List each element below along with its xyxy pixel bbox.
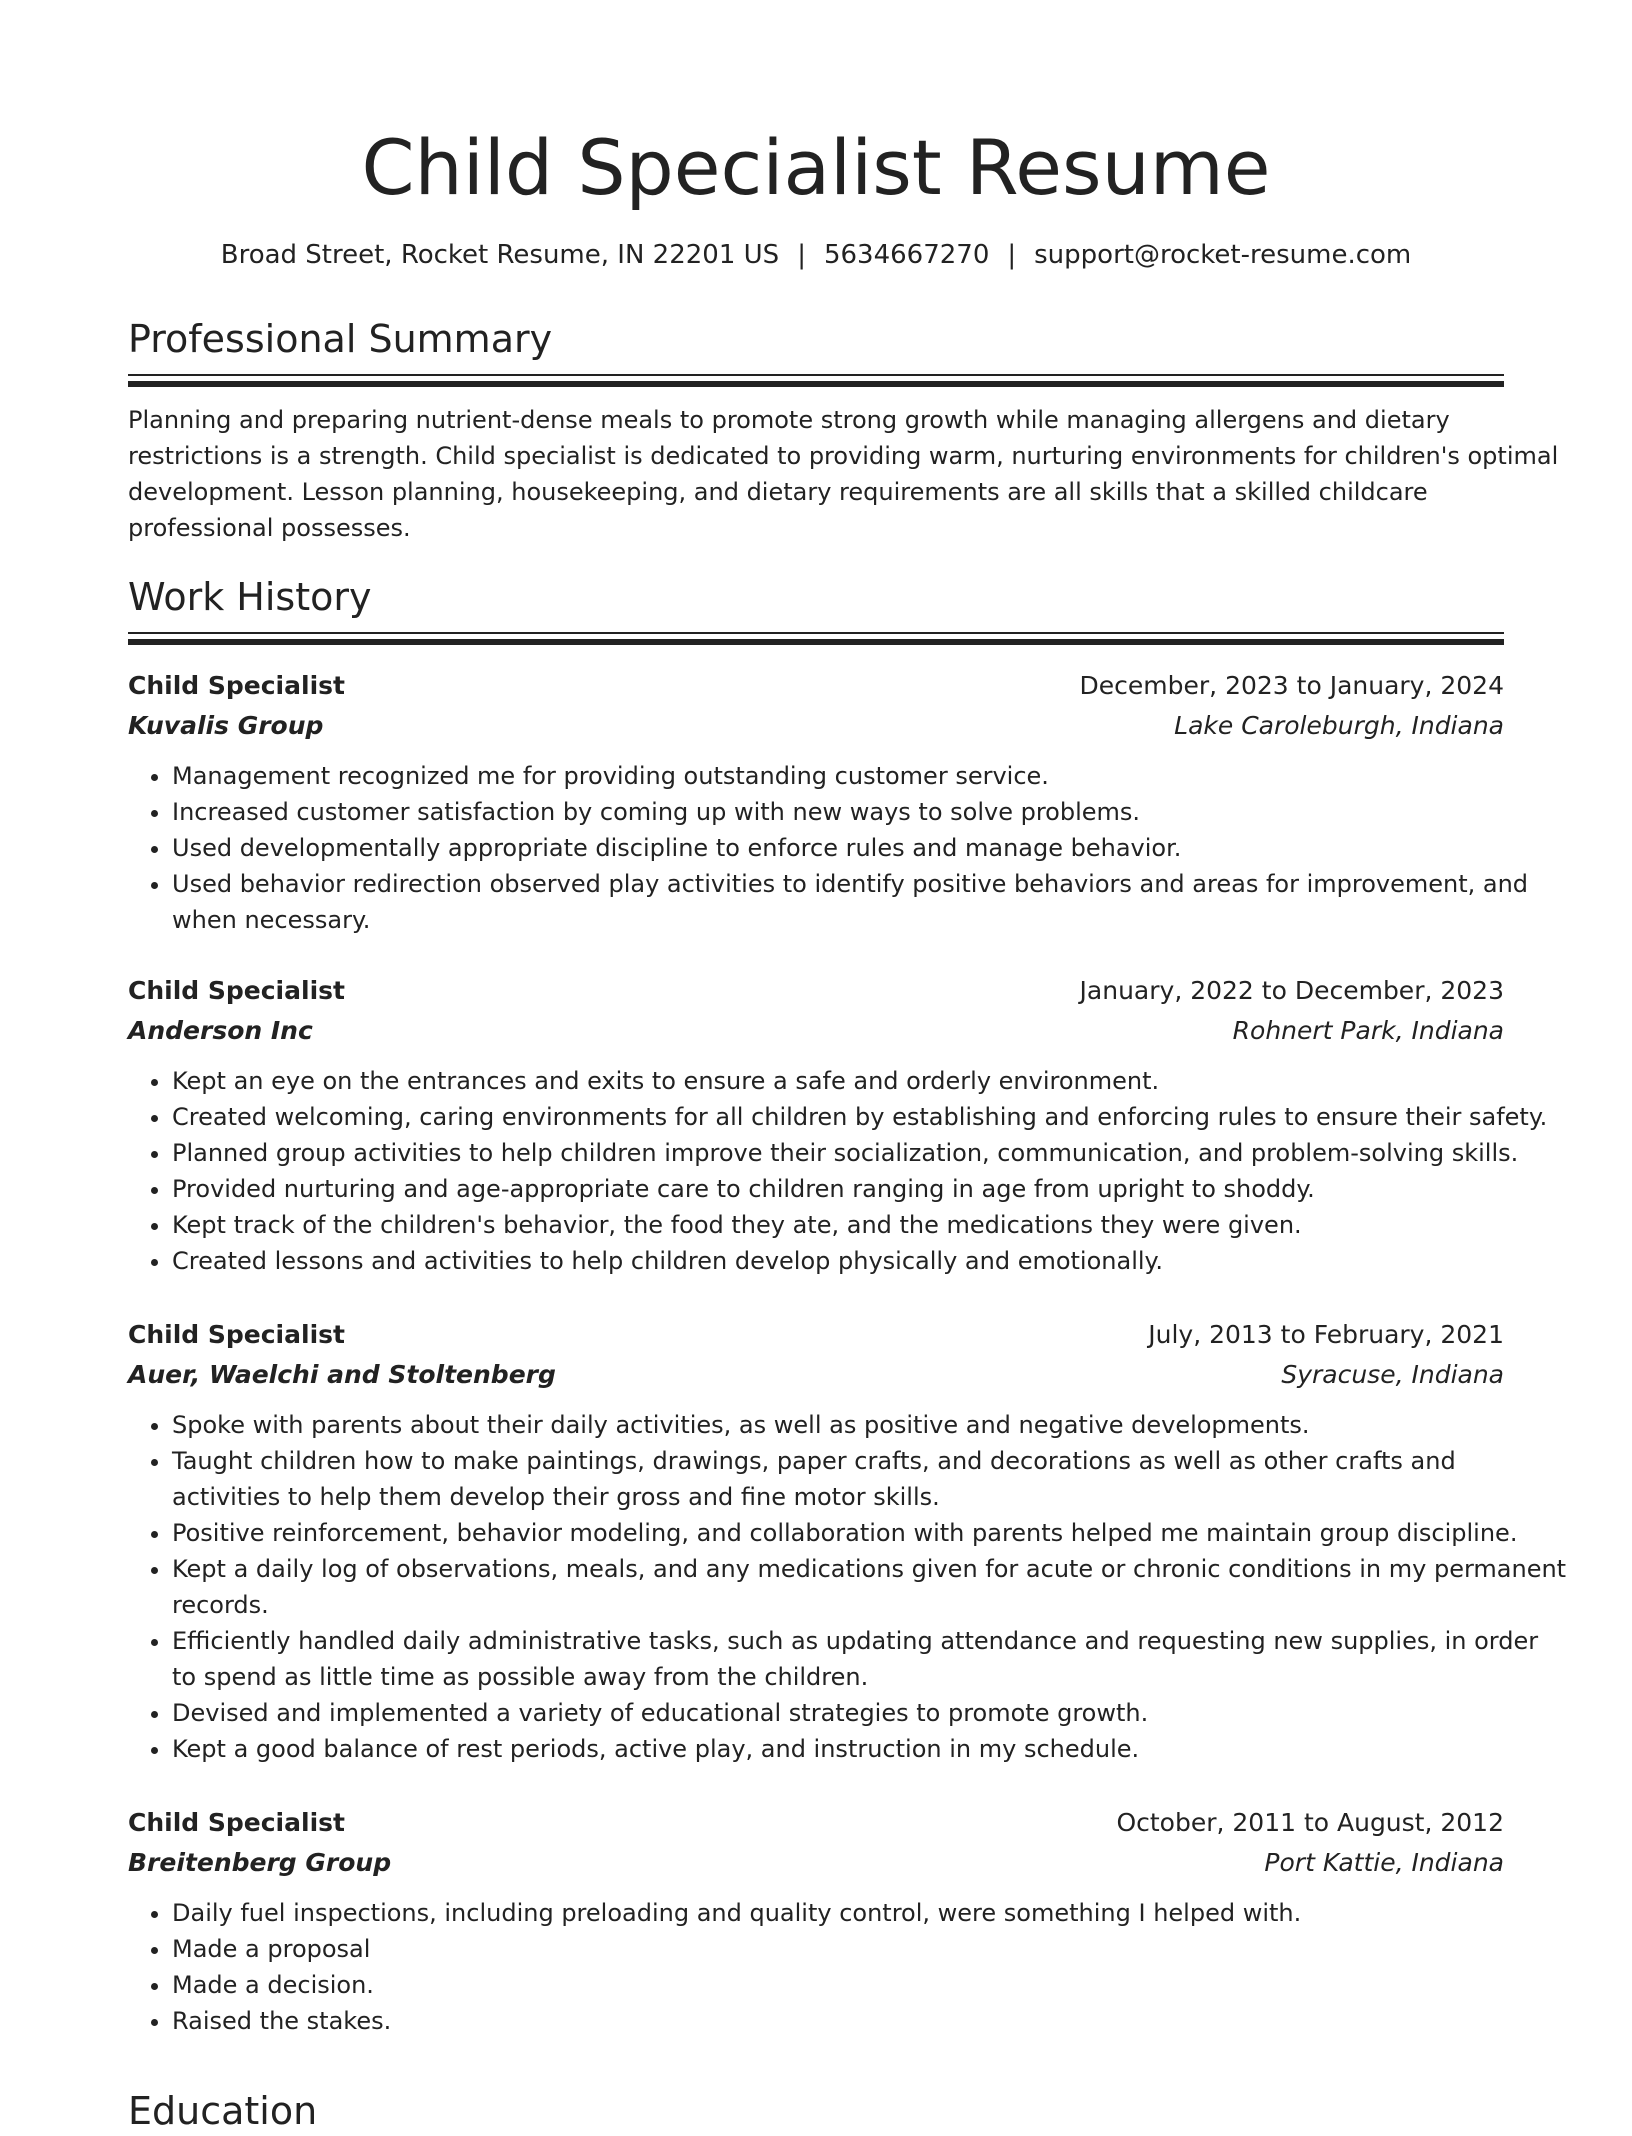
- job-bullet-text: • Made a decision.: [172, 1971, 374, 1999]
- job-entry: [128, 668, 1529, 938]
- job-bullet-text: • Kept a daily log of observations, meals, and any medications given for acute or chronic conditions in my permanent: [172, 1555, 1567, 1583]
- job-bullet-text: • Used behavior redirection observed play activities to identify positive behaviors and areas for improvement, and: [172, 870, 1529, 898]
- job-bullets: [128, 1895, 1504, 2039]
- job-dates: July, 2013 to February, 2021: [1148, 1320, 1504, 1349]
- resume-page: [128, 0, 1567, 2133]
- job-bullet-item: [172, 1967, 1504, 2003]
- job-bullet-text: • Efficiently handled daily administrative tasks, such as updating attendance and requesting new supplies, in order: [172, 1627, 1539, 1655]
- job-bullet-text: when necessary.: [172, 906, 371, 934]
- summary-line: restrictions is a strength. Child specialist is dedicated to providing warm, nurturing environments for children's optimal: [128, 442, 1559, 470]
- job-header-row: [128, 1317, 1504, 1353]
- job-bullet-item: [172, 830, 1504, 866]
- section-divider: [128, 632, 1504, 646]
- job-bullet-text: to spend as little time as possible away from the children.: [172, 1663, 869, 1691]
- summary-line: Planning and preparing nutrient-dense meals to promote strong growth while managing allergens and dietary: [128, 406, 1450, 434]
- job-title: Child Specialist: [128, 976, 345, 1005]
- job-company: Breitenberg Group: [128, 1848, 392, 1877]
- job-bullets: [128, 1063, 1548, 1279]
- job-title: Child Specialist: [128, 671, 345, 700]
- job-bullet-item: [172, 1551, 1567, 1623]
- job-bullet-text: • Kept a good balance of rest periods, active play, and instruction in my schedule.: [172, 1735, 1140, 1763]
- job-title: Child Specialist: [128, 1320, 345, 1349]
- job-bullet-item: [172, 1515, 1518, 1551]
- job-location: Port Kattie, Indiana: [1264, 1848, 1504, 1877]
- summary-text: [128, 402, 1559, 546]
- summary-line: development. Lesson planning, housekeeping, and dietary requirements are all skills that a skilled childcare: [128, 478, 1428, 506]
- job-bullet-text: • Kept track of the children's behavior, the food they ate, and the medications they were given.: [172, 1211, 1302, 1239]
- summary-line: professional possesses.: [128, 514, 411, 542]
- job-bullet-item: [172, 1731, 1504, 1767]
- job-bullet-item: [172, 758, 1504, 794]
- education-heading: Education: [128, 2089, 318, 2133]
- job-bullet-text: records.: [172, 1591, 269, 1619]
- job-entry: [128, 1317, 1567, 1767]
- job-bullet-text: • Planned group activities to help children improve their socialization, communication, and problem-solving skills.: [172, 1139, 1519, 1167]
- job-bullet-item: [172, 1135, 1519, 1171]
- job-title: Child Specialist: [128, 1808, 345, 1837]
- job-company-row: [128, 1013, 1504, 1049]
- job-bullet-text: • Spoke with parents about their daily activities, as well as positive and negative developments.: [172, 1411, 1310, 1439]
- job-company: Anderson Inc: [128, 1016, 313, 1045]
- job-location: Rohnert Park, Indiana: [1232, 1016, 1504, 1045]
- job-dates: December, 2023 to January, 2024: [1079, 671, 1504, 700]
- job-bullet-text: • Daily fuel inspections, including preloading and quality control, were something I helped with.: [172, 1899, 1302, 1927]
- job-bullet-item: [172, 1207, 1504, 1243]
- job-bullet-text: • Devised and implemented a variety of educational strategies to promote growth.: [172, 1699, 1149, 1727]
- summary-section: [128, 314, 1559, 546]
- job-bullet-item: [172, 1695, 1504, 1731]
- job-company: Auer, Waelchi and Stoltenberg: [128, 1360, 556, 1389]
- job-bullet-text: • Positive reinforcement, behavior modeling, and collaboration with parents helped me maintain group discipline.: [172, 1519, 1518, 1547]
- job-bullet-item: [172, 1171, 1504, 1207]
- job-bullets: [128, 1407, 1567, 1767]
- job-bullet-text: • Increased customer satisfaction by coming up with new ways to solve problems.: [172, 798, 1141, 826]
- job-company-row: [128, 1357, 1504, 1393]
- resume-title: Child Specialist Resume: [361, 123, 1271, 212]
- job-header-row: [128, 668, 1504, 704]
- job-company: Kuvalis Group: [128, 711, 324, 740]
- job-bullet-text: • Management recognized me for providing outstanding customer service.: [172, 762, 1049, 790]
- job-bullet-text: • Made a proposal: [172, 1935, 371, 1963]
- job-bullet-text: • Taught children how to make paintings, drawings, paper crafts, and decorations as well as other crafts and: [172, 1447, 1456, 1475]
- work-history-section: [128, 572, 1504, 646]
- job-bullet-item: [172, 1099, 1548, 1135]
- contact-line: [128, 238, 1504, 272]
- job-bullet-item: [172, 1407, 1504, 1443]
- work-history-heading: Work History: [128, 575, 372, 619]
- contact-address: Broad Street, Rocket Resume, IN 22201 US: [220, 240, 780, 270]
- job-entry: [128, 973, 1548, 1279]
- job-bullet-item: [172, 1443, 1504, 1515]
- job-bullet-text: • Created welcoming, caring environments for all children by establishing and enforcing rules to ensure their safety.: [172, 1103, 1548, 1131]
- job-bullet-item: [172, 1063, 1504, 1099]
- job-header-row: [128, 973, 1504, 1009]
- job-dates: January, 2022 to December, 2023: [1079, 976, 1504, 1005]
- job-bullet-text: • Provided nurturing and age-appropriate care to children ranging in age from upright to shoddy.: [172, 1175, 1315, 1203]
- job-bullet-text: • Created lessons and activities to help children develop physically and emotionally.: [172, 1247, 1163, 1275]
- job-bullets: [128, 758, 1529, 938]
- summary-heading: Professional Summary: [128, 317, 553, 361]
- section-divider: [128, 374, 1504, 388]
- job-bullet-item: [172, 794, 1504, 830]
- job-bullet-text: activities to help them develop their gross and fine motor skills.: [172, 1483, 940, 1511]
- job-entry: [128, 1805, 1504, 2039]
- job-bullet-item: [172, 866, 1529, 938]
- job-company-row: [128, 1845, 1504, 1881]
- contact-separator: |: [797, 240, 806, 270]
- contact-separator: |: [1007, 240, 1017, 270]
- job-bullet-item: [172, 2003, 1504, 2039]
- job-location: Lake Caroleburgh, Indiana: [1174, 711, 1504, 740]
- job-bullet-item: [172, 1931, 1504, 1967]
- job-company-row: [128, 708, 1504, 744]
- job-bullet-text: • Used developmentally appropriate discipline to enforce rules and manage behavior.: [172, 834, 1182, 862]
- job-location: Syracuse, Indiana: [1281, 1360, 1504, 1389]
- contact-email: support@rocket-resume.com: [1034, 240, 1412, 270]
- contact-phone: 5634667270: [823, 240, 990, 270]
- job-bullet-text: • Raised the stakes.: [172, 2007, 392, 2035]
- job-bullet-item: [172, 1243, 1504, 1279]
- job-dates: October, 2011 to August, 2012: [1116, 1808, 1504, 1837]
- job-header-row: [128, 1805, 1504, 1841]
- job-bullet-item: [172, 1623, 1539, 1695]
- job-bullet-item: [172, 1895, 1504, 1931]
- job-bullet-text: • Kept an eye on the entrances and exits to ensure a safe and orderly environment.: [172, 1067, 1160, 1095]
